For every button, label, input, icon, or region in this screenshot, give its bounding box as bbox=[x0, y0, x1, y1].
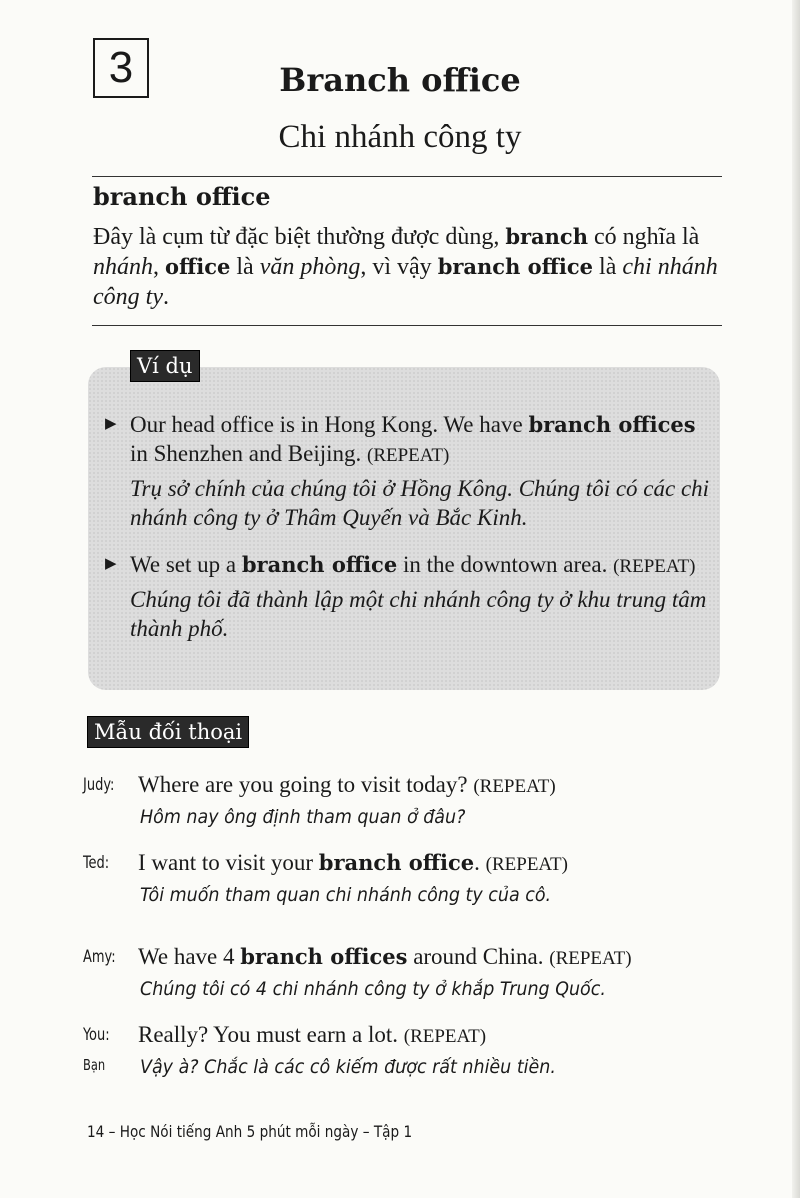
speaker-name: Ted: bbox=[83, 853, 110, 873]
bottom-divider bbox=[92, 325, 722, 326]
speaker-name-vietnamese: Bạn bbox=[83, 1056, 106, 1074]
examples-label: Ví dụ bbox=[130, 350, 200, 382]
example-vietnamese: Trụ sở chính của chúng tôi ở Hồng Kông. Chúng tôi có các chi nhánh công ty ở Thâm Quyến và Bắc Kinh. bbox=[130, 476, 710, 530]
example-item bbox=[105, 550, 715, 643]
dialogue-label: Mẫu đối thoại bbox=[87, 716, 249, 748]
dialogue-vietnamese: Tôi muốn tham quan chi nhánh công ty của cô. bbox=[140, 884, 552, 906]
top-divider bbox=[92, 176, 722, 177]
page-footer: 14 – Học Nói tiếng Anh 5 phút mỗi ngày – Tập 1 bbox=[87, 1122, 413, 1141]
dialogue-english: We have 4 branch offices around China. (REPEAT) bbox=[138, 944, 632, 969]
dialogue-vietnamese: Vậy à? Chắc là các cô kiếm được rất nhiều tiền. bbox=[140, 1056, 556, 1078]
dialogue-english: Really? You must earn a lot. (REPEAT) bbox=[138, 1022, 487, 1047]
page-spine-shadow bbox=[792, 0, 800, 1198]
speaker-name: Amy: bbox=[83, 947, 116, 967]
lesson-number-box: 3 bbox=[93, 38, 149, 98]
dialogue-vietnamese: Hôm nay ông định tham quan ở đâu? bbox=[140, 806, 466, 828]
example-english: Our head office is in Hong Kong. We have branch offices in Shenzhen and Beijing. (REPEAT) bbox=[130, 412, 696, 466]
example-vietnamese: Chúng tôi đã thành lập một chi nhánh công ty ở khu trung tâm thành phố. bbox=[130, 587, 707, 641]
dialogue-english: Where are you going to visit today? (REPEAT) bbox=[138, 772, 556, 797]
dialogue-english: I want to visit your branch office. (REPEAT) bbox=[138, 850, 568, 875]
dialogue-vietnamese: Chúng tôi có 4 chi nhánh công ty ở khắp Trung Quốc. bbox=[140, 978, 606, 1000]
example-english: We set up a branch office in the downtown area. (REPEAT) bbox=[130, 552, 696, 577]
lesson-title: Branch office bbox=[279, 61, 521, 99]
speaker-name: Judy: bbox=[83, 775, 115, 795]
example-item bbox=[105, 410, 715, 532]
speaker-name: You: bbox=[83, 1025, 110, 1045]
bullet-arrow-icon: ▶ bbox=[105, 556, 117, 572]
lesson-subtitle: Chi nhánh công ty bbox=[278, 119, 522, 155]
term-definition: Đây là cụm từ đặc biệt thường được dùng, branch có nghĩa là nhánh, office là văn phòng, vì vậy branch office là chi nhánh công ty. bbox=[93, 224, 718, 310]
bullet-arrow-icon: ▶ bbox=[105, 416, 117, 432]
term-heading: branch office bbox=[93, 182, 271, 211]
